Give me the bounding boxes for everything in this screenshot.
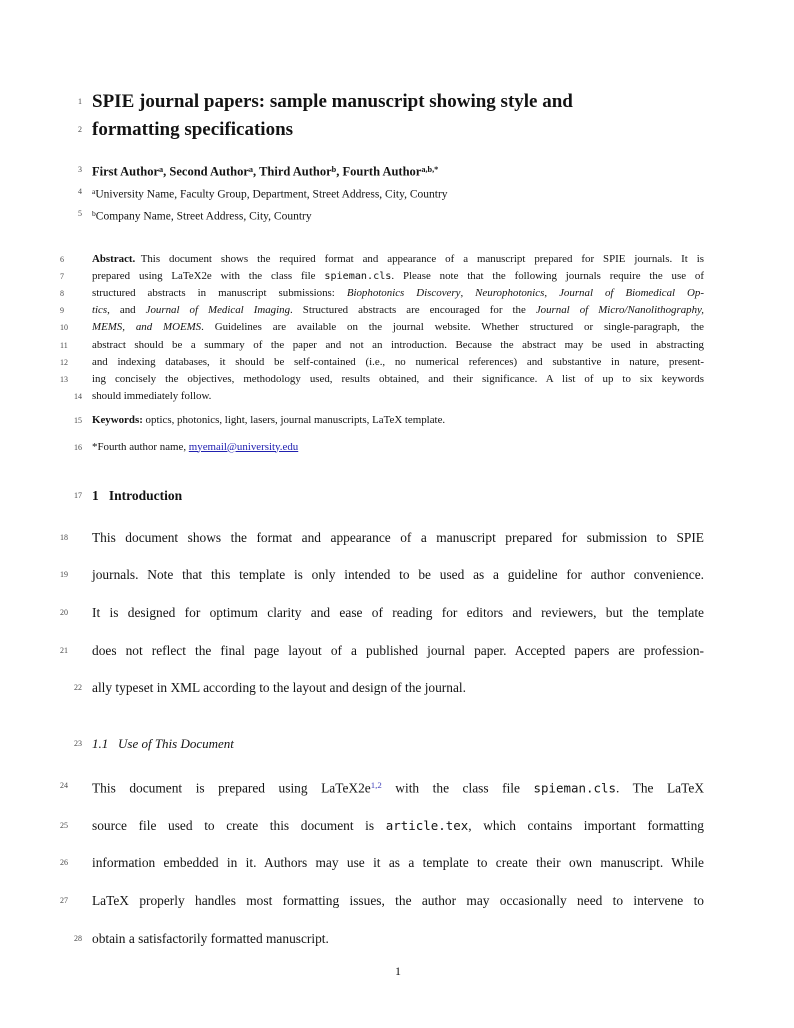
- doc-line: [60, 285, 704, 302]
- line-number: 4: [78, 186, 82, 196]
- line-number: 25: [60, 820, 68, 830]
- line-number: 8: [60, 288, 64, 298]
- line-number: 21: [60, 645, 68, 655]
- doc-line: [60, 882, 704, 920]
- doc-line: [60, 556, 704, 594]
- text-segment: , Third Author: [253, 164, 332, 179]
- doc-line: [60, 767, 704, 807]
- text-segment: *Fourth author name,: [92, 440, 189, 453]
- text-segment: , and: [107, 304, 146, 317]
- text-segment: a: [92, 186, 96, 196]
- text-segment: spieman.cls: [533, 780, 616, 796]
- doc-line: [60, 319, 705, 336]
- text-segment: formatting specifications: [92, 119, 294, 140]
- line-number: 15: [74, 416, 82, 426]
- text-segment: Journal of Medical Imaging: [145, 304, 291, 317]
- text-segment: a: [248, 165, 254, 174]
- text-segment: , Fourth Author: [336, 164, 422, 179]
- text-segment: Journal of Biomedical Op-: [559, 286, 704, 299]
- line-number: 1: [78, 97, 82, 106]
- doc-line: [74, 669, 704, 707]
- manuscript-content: [60, 0, 705, 979]
- text-segment: . Please note that the following journals require the use of: [391, 269, 704, 282]
- text-segment: University Name, Faculty Group, Department, Street Address, City, Country: [95, 188, 448, 201]
- text-segment: LaTeX properly handles most formatting issues, the author may occasionally need to intervene to: [92, 892, 704, 908]
- text-segment: a,b,*: [421, 165, 439, 174]
- text-segment: article.tex: [385, 817, 469, 833]
- text-segment: abstract should be a summary of the paper and not an introduction. Because the abstract may be used in abstracting: [92, 338, 704, 351]
- text-segment: journals. Note that this template is only intended to be used as a guideline for author convenience.: [92, 567, 704, 583]
- text-segment: a: [159, 165, 164, 174]
- doc-line: [74, 920, 704, 958]
- line-number: 28: [74, 933, 82, 943]
- text-segment: . The LaTeX: [616, 780, 704, 796]
- text-segment: spieman.cls: [324, 270, 392, 282]
- line-number: 7: [60, 271, 64, 281]
- doc-line: [60, 807, 704, 845]
- text-segment: This document is prepared using LaTeX2e: [92, 780, 371, 796]
- line-number: 5: [78, 209, 82, 219]
- doc-line: [78, 160, 704, 182]
- text-segment: source file used to create this document is: [92, 817, 386, 833]
- text-segment: Abstract.: [92, 252, 136, 265]
- line-number: 18: [60, 532, 68, 542]
- text-segment: , Second Author: [163, 164, 249, 179]
- block-para: [60, 519, 704, 707]
- doc-line: [78, 204, 704, 226]
- doc-line: [78, 88, 704, 116]
- text-segment: information embedded in it. Authors may use it as a template to create their own manuscript. While: [92, 855, 704, 871]
- text-segment: with the class file: [381, 780, 534, 796]
- line-number: 16: [74, 442, 82, 452]
- text-segment: This document shows the required format and appearance of a manuscript prepared for SPIE journals. It is: [135, 252, 704, 265]
- text-segment: Journal of Micro/Nanolithography,: [535, 304, 704, 317]
- line-number: 3: [78, 165, 82, 174]
- text-segment: optics, photonics, light, lasers, journal manuscripts, LaTeX template.: [142, 414, 446, 427]
- line-number: 2: [78, 125, 82, 134]
- line-number: 27: [60, 895, 68, 905]
- line-number: 17: [74, 490, 82, 500]
- block-footer: [92, 963, 704, 979]
- block-section: [74, 486, 704, 506]
- text-segment: 1.1: [92, 735, 109, 751]
- text-segment: Use of This Document: [118, 735, 234, 751]
- text-segment: Company Name, Street Address, City, Country: [95, 210, 312, 223]
- text-segment: It is designed for optimum clarity and ease of reading for editors and reviewers, but the template: [92, 604, 704, 620]
- text-segment: Neurophotonics: [475, 286, 545, 299]
- line-number: 26: [60, 858, 68, 868]
- doc-line: [60, 844, 704, 882]
- block-note: [74, 439, 704, 456]
- line-number: 13: [60, 374, 68, 384]
- text-segment: ,: [460, 286, 476, 299]
- doc-line: [74, 388, 704, 405]
- text-segment: This document shows the format and appearance of a manuscript prepared for submission to SPIE: [92, 529, 704, 545]
- line-number: 12: [60, 357, 68, 367]
- block-title: [78, 88, 704, 144]
- text-segment: should immediately follow.: [92, 390, 212, 403]
- line-number: 23: [74, 738, 82, 748]
- text-segment: does not reflect the final page layout of a published journal paper. Accepted papers are profession-: [92, 642, 704, 658]
- doc-line: [60, 251, 704, 268]
- block-keywords: [74, 412, 704, 429]
- text-segment: First Author: [92, 164, 160, 179]
- doc-line: [74, 412, 704, 429]
- doc-line: [60, 632, 704, 670]
- text-segment: ally typeset in XML according to the layout and design of the journal.: [92, 680, 466, 696]
- doc-line: [60, 594, 704, 632]
- line-number: 24: [60, 780, 68, 790]
- text-segment: b: [331, 165, 337, 174]
- line-number: 22: [74, 683, 82, 693]
- text-segment: MEMS, and MOEMS: [92, 321, 202, 334]
- text-segment: b: [92, 209, 96, 219]
- line-number: 11: [60, 340, 68, 350]
- doc-line: [74, 486, 704, 506]
- doc-line: [60, 337, 704, 354]
- text-segment: 1: [92, 487, 99, 503]
- text-segment: . Guidelines are available on the journal website. Whether structured or single-paragraph, the: [201, 321, 705, 334]
- block-abstract: [60, 251, 705, 406]
- text-segment: structured abstracts in manuscript submissions:: [92, 286, 347, 299]
- doc-line: [74, 734, 704, 754]
- doc-line: [60, 302, 704, 319]
- block-para: [60, 767, 704, 957]
- doc-line: [60, 354, 704, 371]
- line-number: 19: [60, 570, 68, 580]
- doc-line: [60, 519, 704, 557]
- doc-line: [74, 439, 704, 456]
- line-number: 14: [74, 392, 82, 402]
- text-segment: Biophotonics Discovery: [346, 286, 461, 299]
- block-authors: [78, 160, 704, 182]
- block-affiliation: [78, 182, 704, 227]
- block-subsection: [74, 734, 704, 754]
- page-number: [92, 963, 704, 979]
- doc-line: [78, 116, 704, 144]
- text-segment: . Structured abstracts are encouraged for the: [290, 304, 536, 317]
- doc-line: [60, 268, 704, 285]
- text-segment: Keywords:: [92, 414, 143, 427]
- text-segment: tics: [92, 304, 108, 317]
- doc-line: [60, 371, 704, 388]
- text-segment: SPIE journal papers: sample manuscript showing style and: [92, 91, 573, 112]
- text-segment: , which contains important formatting: [468, 817, 704, 833]
- text-segment: 1: [395, 964, 401, 979]
- line-number: 20: [60, 607, 68, 617]
- text-segment: obtain a satisfactorily formatted manuscript.: [92, 930, 329, 946]
- text-segment: ing concisely the objectives, methodology used, results obtained, and their significance. A list of up to six keywords: [92, 372, 704, 385]
- line-number: 10: [60, 323, 68, 333]
- text-segment: ,: [544, 286, 560, 299]
- doc-line: [78, 182, 704, 204]
- line-number: 9: [60, 306, 64, 316]
- text-segment: prepared using LaTeX2e with the class file: [92, 269, 325, 282]
- citation-ref[interactable]: 1,2: [370, 779, 382, 790]
- text-segment: and indexing databases, it should be self-contained (i.e., no numerical references) and substantive in nature, present-: [92, 355, 704, 368]
- email-link[interactable]: myemail@university.edu: [188, 440, 299, 453]
- text-segment: Introduction: [108, 487, 183, 503]
- line-number: 6: [60, 254, 64, 264]
